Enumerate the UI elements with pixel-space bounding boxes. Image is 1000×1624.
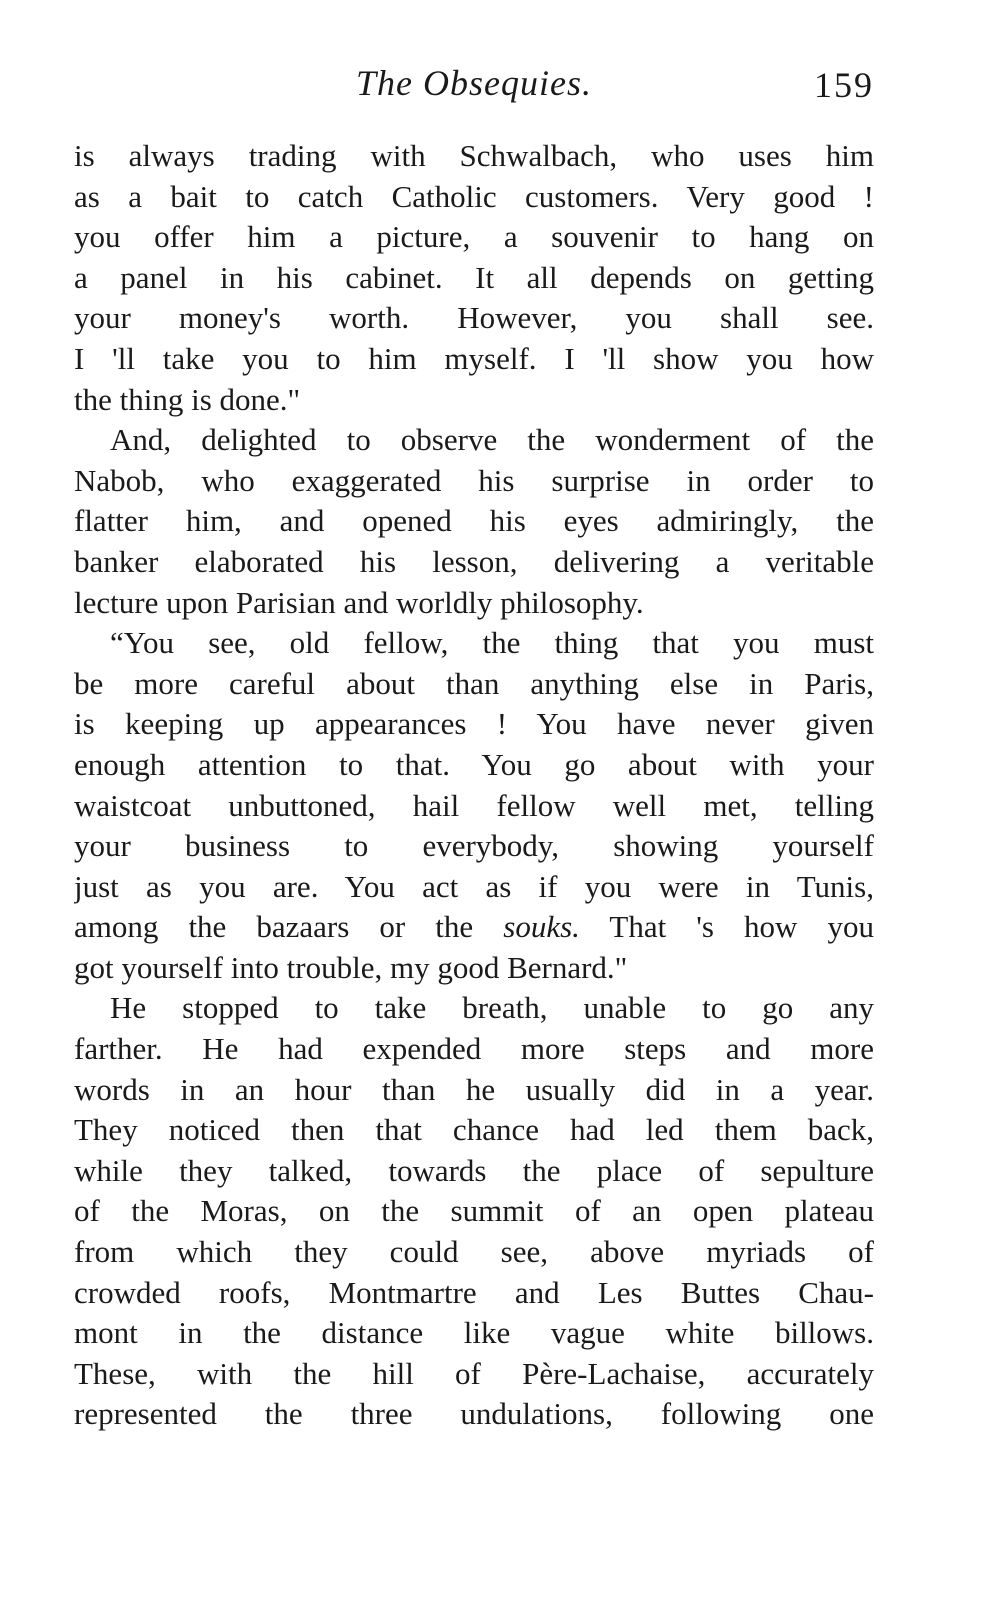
text-line: be more careful about than anything else in Paris, <box>74 665 874 701</box>
text-line: flatter him, and opened his eyes admiringly, the <box>74 503 874 539</box>
text-line: represented the three undulations, following one <box>74 1396 874 1432</box>
text-line: is always trading with Schwalbach, who uses him <box>74 138 874 173</box>
text-line: waistcoat unbuttoned, hail fellow well met, telling <box>74 787 874 823</box>
text-line: while they talked, towards the place of sepulture <box>74 1152 874 1188</box>
text-line: farther. He had expended more steps and more <box>74 1031 874 1067</box>
page-number: 159 <box>814 65 874 105</box>
text-line: banker elaborated his lesson, delivering a veritable <box>74 543 874 579</box>
text-line: crowded roofs, Montmartre and Les Buttes Chau- <box>74 1274 874 1310</box>
text-line: your business to everybody, showing yourself <box>74 828 874 864</box>
italic-word: souks. <box>503 909 580 945</box>
text-line: mont in the distance like vague white billows. <box>74 1315 874 1351</box>
text-line: They noticed then that chance had led them back, <box>74 1112 874 1148</box>
text-line: got yourself into trouble, my good Bernard." <box>74 949 628 985</box>
text-line: He stopped to take breath, unable to go any <box>110 990 874 1026</box>
text-line: just as you are. You act as if you were in Tunis, <box>74 868 874 904</box>
text-line: of the Moras, on the summit of an open plateau <box>74 1193 874 1229</box>
text-segment: That 's how you <box>579 909 874 945</box>
text-line: from which they could see, above myriads of <box>74 1234 874 1270</box>
text-line: Nabob, who exaggerated his surprise in order to <box>74 462 874 498</box>
body-text <box>74 136 874 1435</box>
text-line: And, delighted to observe the wonderment of the <box>110 422 874 458</box>
text-line: as a bait to catch Catholic customers. Very good ! <box>74 178 874 214</box>
text-line: words in an hour than he usually did in a year. <box>74 1071 874 1107</box>
text-line: you offer him a picture, a souvenir to hang on <box>74 219 874 255</box>
text-line: a panel in his cabinet. It all depends on getting <box>74 259 874 295</box>
running-title: The Obsequies. <box>356 63 592 103</box>
text-line: the thing is done." <box>74 381 301 417</box>
running-head <box>74 62 874 122</box>
text-line: your money's worth. However, you shall see. <box>74 300 874 336</box>
text-line <box>74 907 874 948</box>
text-line: “You see, old fellow, the thing that you must <box>110 625 874 661</box>
text-line: lecture upon Parisian and worldly philosophy. <box>74 584 644 620</box>
text-line: is keeping up appearances ! You have never given <box>74 706 874 742</box>
text-line: enough attention to that. You go about with your <box>74 746 874 782</box>
text-line: I 'll take you to him myself. I 'll show you how <box>74 340 874 376</box>
text-segment: among the bazaars or the <box>74 909 504 945</box>
text-line: These, with the hill of Père-Lachaise, accurately <box>74 1355 874 1391</box>
